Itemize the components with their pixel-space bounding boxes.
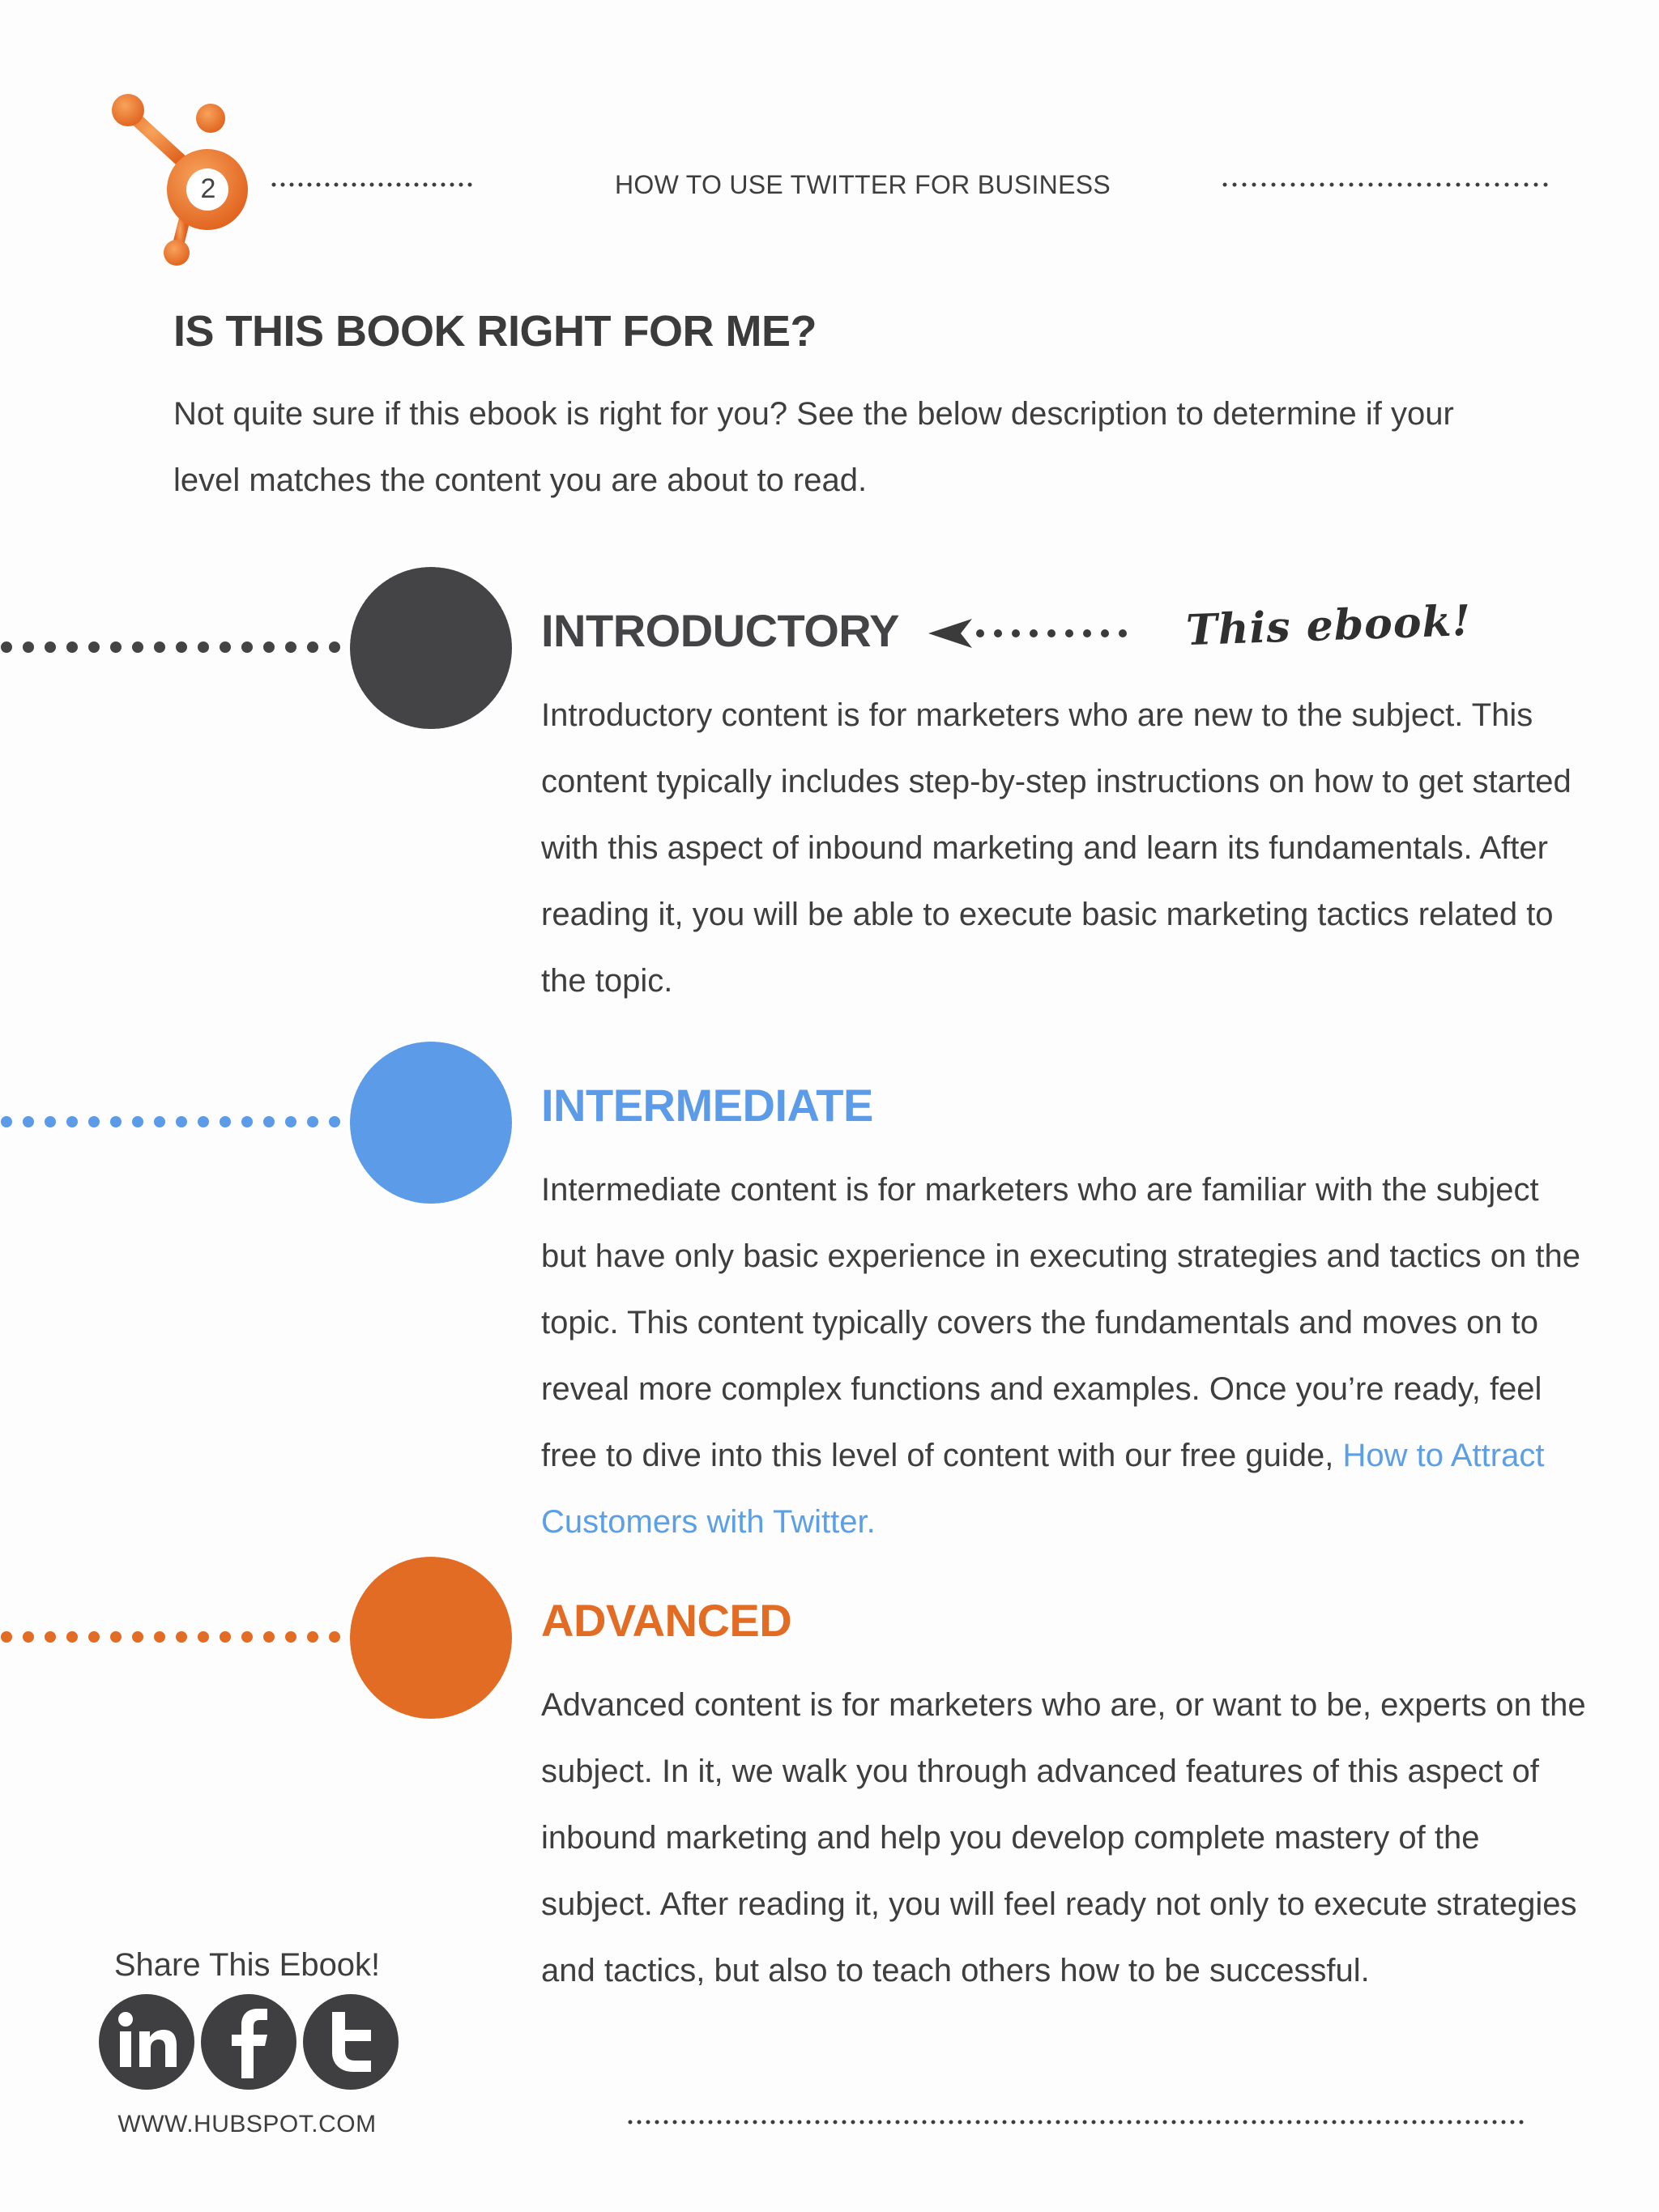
intermediate-text: Intermediate content is for marketers who are familiar with the subject but have only basic experience in executing strategies and tactics on the topic. This content typically covers the fundamentals and moves on to reveal more complex functions and examples. Once you’re ready, feel free to dive into this level of content with our free guide, <box>541 1172 1581 1473</box>
introductory-heading: INTRODUCTORY <box>541 605 899 656</box>
introductory-marker-ring <box>348 565 514 731</box>
header-dotted-rule-left <box>271 180 478 190</box>
share-label: Share This Ebook! <box>113 1947 381 1983</box>
hubspot-sprocket-icon <box>104 89 274 275</box>
website-url[interactable]: WWW.HUBSPOT.COM <box>117 2111 377 2137</box>
introductory-dotted-connector <box>0 637 356 658</box>
header-dotted-rule-right <box>1222 180 1555 190</box>
advanced-heading: ADVANCED <box>541 1595 792 1646</box>
header-title: HOW TO USE TWITTER FOR BUSINESS <box>614 170 1111 199</box>
intro-paragraph: Not quite sure if this ebook is right for you? See the below description to determine if your level matches the content you are about to read. <box>173 396 1454 498</box>
linkedin-share-button[interactable] <box>99 1994 194 2090</box>
advanced-dotted-connector <box>0 1626 356 1647</box>
linkedin-icon <box>99 1994 194 2090</box>
footer-dotted-rule <box>627 2117 1531 2127</box>
this-ebook-note: This ebook! <box>1185 595 1473 656</box>
advanced-marker-ring <box>348 1554 514 1721</box>
facebook-icon <box>201 1994 296 2090</box>
twitter-share-button[interactable] <box>303 1994 399 2090</box>
intermediate-heading: INTERMEDIATE <box>541 1080 873 1131</box>
page-number: 2 <box>200 173 216 204</box>
facebook-share-button[interactable] <box>201 1994 296 2090</box>
advanced-description: Advanced content is for marketers who are, or want to be, experts on the subject. In it, we walk you through advanced features of this aspect of inbound marketing and help you develop complete mastery of the subject. After reading it, you will feel ready not only to execute strategies and tactics, but also to teach others how to be successful. <box>541 1687 1586 1988</box>
introductory-description: Introductory content is for marketers who are new to the subject. This content typically includes step-by-step instructions on how to get started with this aspect of inbound marketing and learn its fundamentals. After reading it, you will be able to execute basic marketing tactics related to the topic. <box>541 697 1572 999</box>
attract-customers-guide-link[interactable]: How to Attract Customers with Twitter. <box>541 1438 1545 1540</box>
intermediate-marker-ring <box>348 1039 514 1206</box>
page-title: IS THIS BOOK RIGHT FOR ME? <box>173 307 817 356</box>
intermediate-dotted-connector <box>0 1111 356 1132</box>
arrow-left-icon <box>927 617 1145 650</box>
twitter-icon <box>303 1994 399 2090</box>
intermediate-description <box>541 1157 1586 1555</box>
